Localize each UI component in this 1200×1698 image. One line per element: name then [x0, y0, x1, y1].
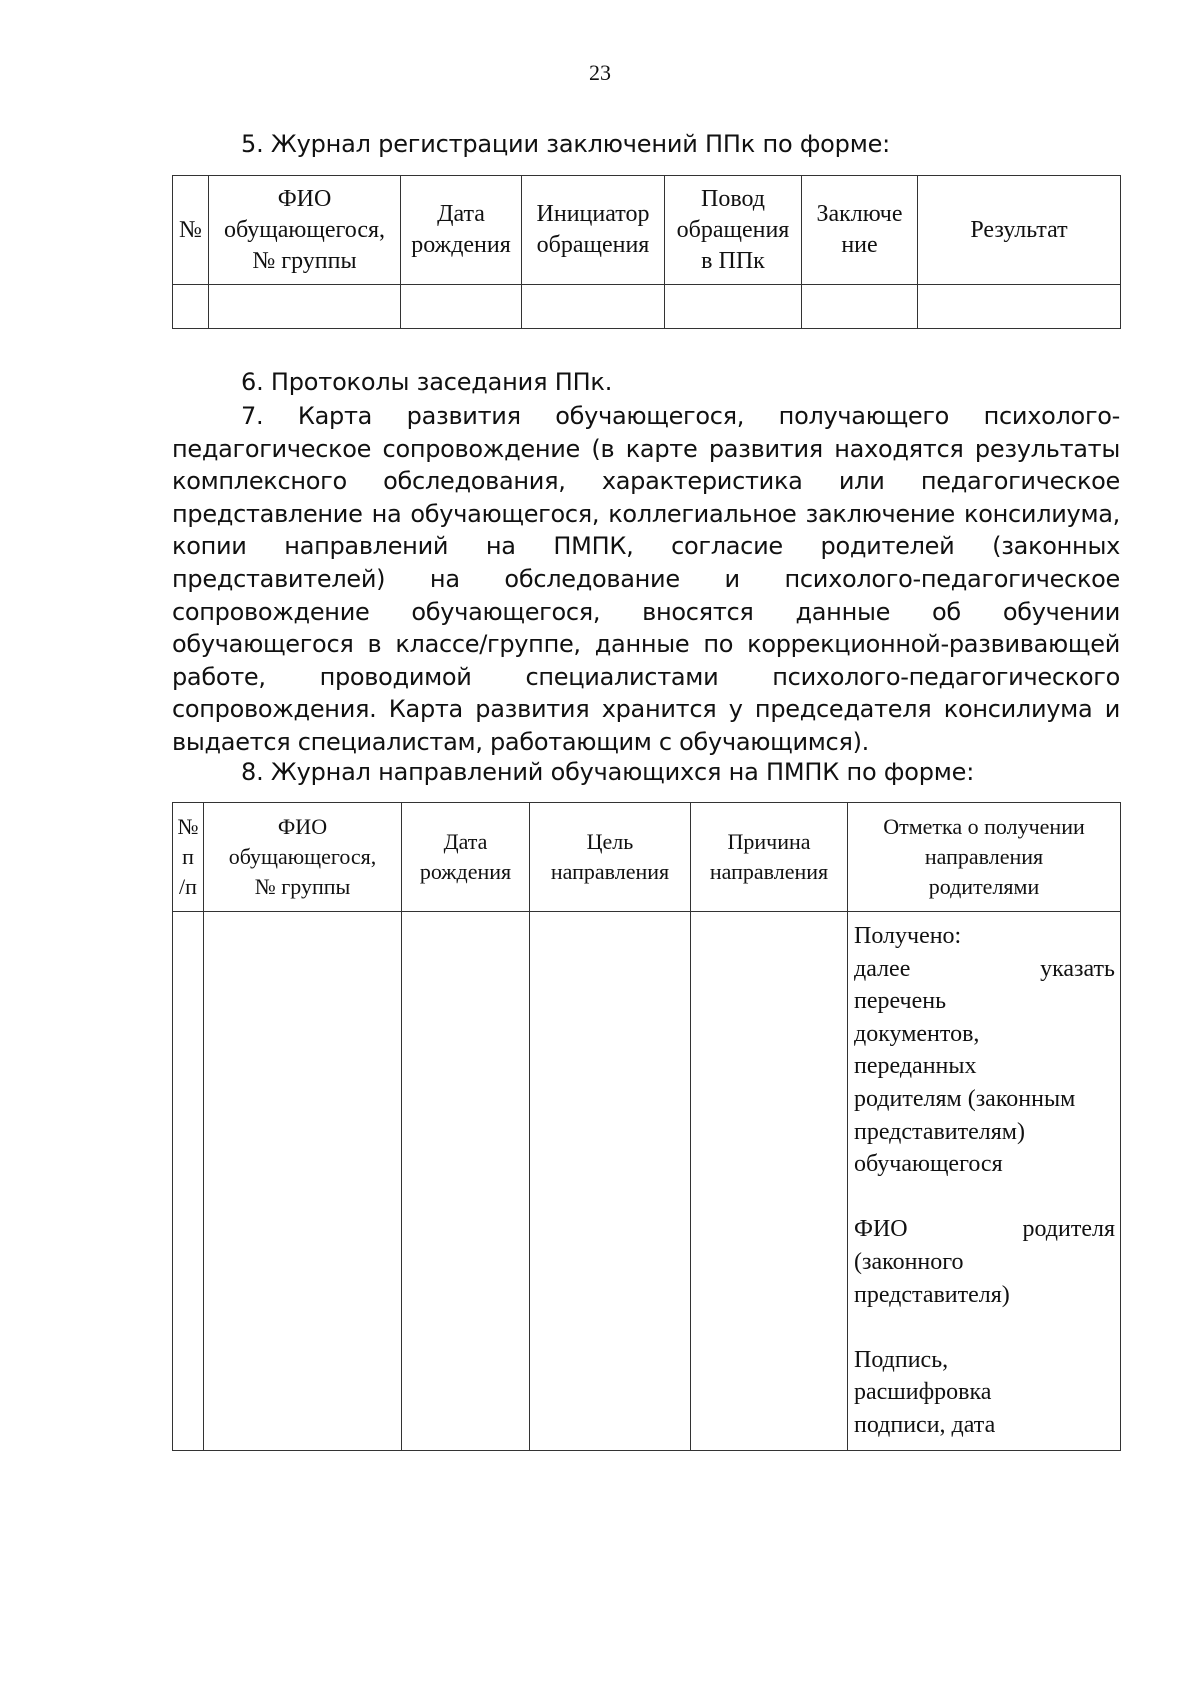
table-header-row [173, 803, 1121, 912]
col-result-header: Результат [918, 176, 1121, 285]
empty-cell [173, 285, 209, 329]
empty-cell [802, 285, 918, 329]
empty-cell [522, 285, 665, 329]
empty-cell [209, 285, 401, 329]
empty-cell [665, 285, 802, 329]
table-row [173, 912, 1121, 1451]
page-number: 23 [589, 60, 611, 85]
col-number-header: № [173, 176, 209, 285]
empty-cell [173, 912, 204, 1451]
col-number-header: № п /п [173, 803, 204, 912]
col-student-name-header: ФИО обущающегося, № группы [204, 803, 402, 912]
empty-cell [402, 912, 530, 1451]
col-birth-date-header: Дата рождения [401, 176, 522, 285]
section-7-paragraph: 7. Карта развития обучающегося, получающего психолого-педагогическое сопровождение (в карте развития находятся результаты комплексного обследования, характеристика или педагогическое представление на обучающегося, коллегиальное заключение консилиума, копии направлений на ПМПК, согласие родителей (законных представителей) на обследование и психолого-педагогическое сопровождение обучающегося, вносятся данные об обучении обучающегося в классе/группе, данные по коррекционной-развивающей работе, проводимой специалистами психолого-педагогического сопровождения. Карта развития хранится у председателя консилиума и выдается специалистам, работающим с обучающимся). [172, 402, 1120, 756]
col-reason-header: Повод обращения в ППк [665, 176, 802, 285]
empty-cell [401, 285, 522, 329]
col-cause-header: Причина направления [691, 803, 848, 912]
empty-cell [204, 912, 402, 1451]
col-initiator-header: Инициатор обращения [522, 176, 665, 285]
col-conclusion-header: Заключе ние [802, 176, 918, 285]
empty-cell [691, 912, 848, 1451]
receipt-mark-notes: Получено: далее указать перечень документов, переданных родителям (законным представителям) обучающегося ФИО родителя (законного представителя) Подпись, расшифровка подписи, дата [848, 912, 1121, 1451]
section-6-heading: 6. Протоколы заседания ППк. [241, 368, 613, 396]
conclusions-register-table [172, 175, 1121, 329]
col-student-name-header: ФИО обущающегося, № группы [209, 176, 401, 285]
table-header-row [173, 176, 1121, 285]
empty-cell [918, 285, 1121, 329]
empty-cell [530, 912, 691, 1451]
section-5-heading: 5. Журнал регистрации заключений ППк по форме: [241, 130, 891, 158]
section-8-heading: 8. Журнал направлений обучающихся на ПМПК по форме: [241, 758, 975, 786]
col-receipt-mark-header: Отметка о получении направления родителями [848, 803, 1121, 912]
table-row [173, 285, 1121, 329]
col-purpose-header: Цель направления [530, 803, 691, 912]
pmpk-referrals-table [172, 802, 1121, 1451]
col-birth-date-header: Дата рождения [402, 803, 530, 912]
